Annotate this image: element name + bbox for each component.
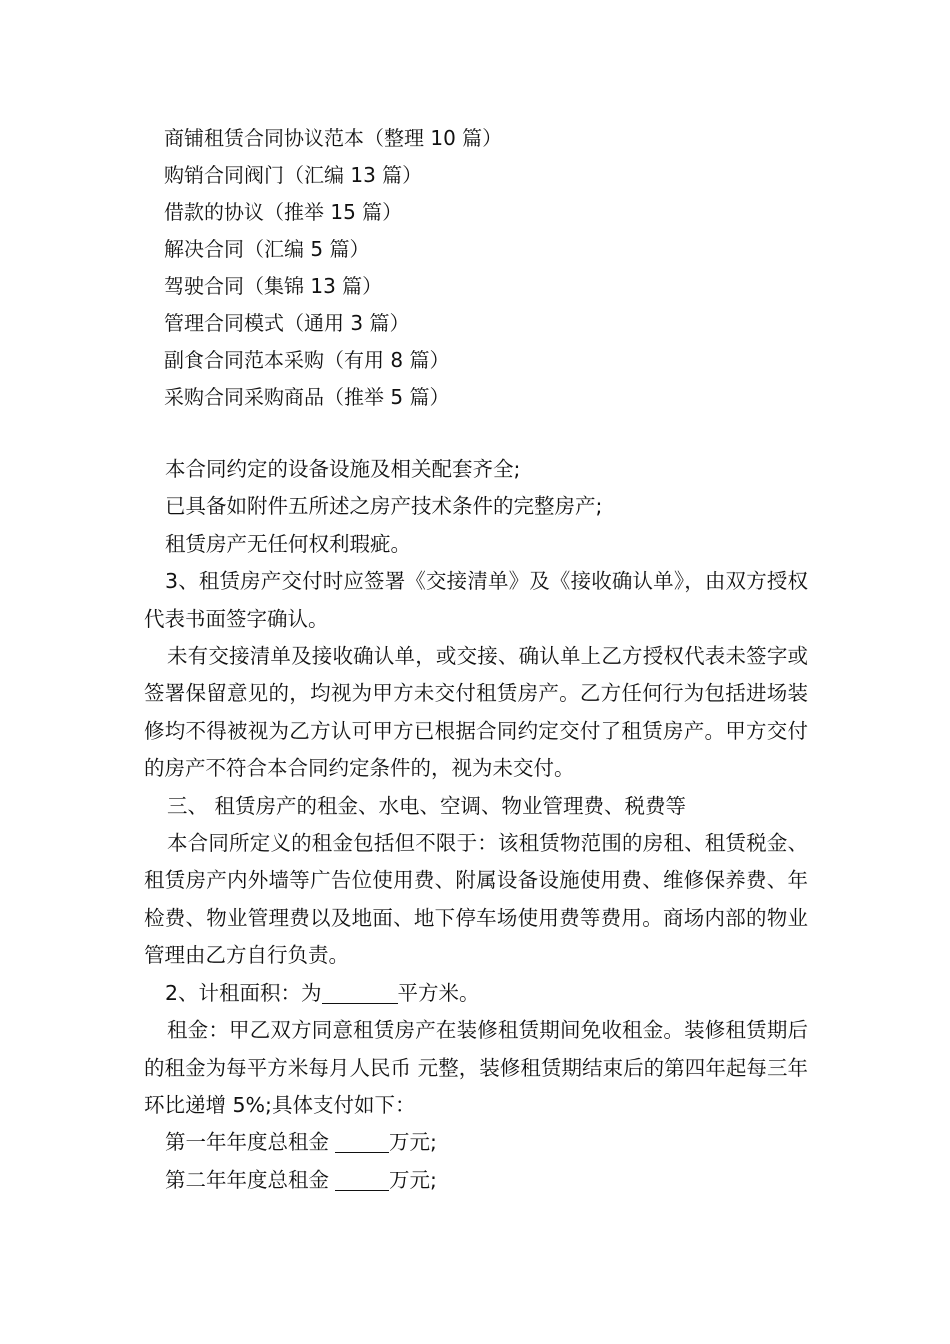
fill-in-blank bbox=[322, 981, 398, 1004]
paragraph-text: 第二年年度总租金 bbox=[165, 1167, 329, 1192]
paragraph-text: 2、计租面积：为 bbox=[165, 980, 322, 1005]
list-item[interactable]: 借款的协议（推举 15 篇） bbox=[164, 200, 403, 224]
paragraph: 3、租赁房产交付时应签署《交接清单》及《接收确认单》，由双方授权代表书面签字确认。 bbox=[144, 569, 808, 631]
list-item[interactable]: 驾驶合同（集锦 13 篇） bbox=[164, 274, 383, 298]
paragraph: 未有交接清单及接收确认单，或交接、确认单上乙方授权代表未签字或签署保留意见的，均视为甲方未交付租赁房产。乙方任何行为包括进场装修均不得被视为乙方认可甲方已根据合同约定交付了租赁房产。甲方交付的房产不符合本合同约定条件的，视为未交付。 bbox=[144, 644, 808, 781]
list-item[interactable]: 解决合同（汇编 5 篇） bbox=[164, 237, 370, 261]
paragraph: 租赁房产无任何权利瑕疵。 bbox=[165, 531, 411, 556]
list-item[interactable]: 采购合同采购商品（推举 5 篇） bbox=[164, 385, 450, 409]
paragraph: 本合同约定的设备设施及相关配套齐全; bbox=[165, 457, 521, 481]
fill-in-blank bbox=[335, 1168, 389, 1191]
fill-in-blank bbox=[335, 1130, 389, 1153]
section-heading: 三、 租赁房产的租金、水电、空调、物业管理费、税费等 bbox=[167, 793, 687, 818]
paragraph bbox=[144, 975, 808, 1012]
paragraph: 已具备如附件五所述之房产技术条件的完整房产; bbox=[165, 494, 603, 519]
paragraph bbox=[144, 1162, 808, 1199]
paragraph-text: 第一年年度总租金 bbox=[165, 1130, 329, 1155]
list-item[interactable]: 购销合同阀门（汇编 13 篇） bbox=[164, 163, 423, 187]
contract-body bbox=[144, 451, 808, 1199]
list-item[interactable]: 副食合同范本采购（有用 8 篇） bbox=[164, 348, 450, 372]
paragraph-text: 万元; bbox=[389, 1167, 437, 1192]
list-item[interactable]: 管理合同模式（通用 3 篇） bbox=[164, 311, 410, 335]
paragraph bbox=[144, 1124, 808, 1161]
paragraph-text: 平方米。 bbox=[397, 980, 480, 1005]
paragraph: 本合同所定义的租金包括但不限于：该租赁物范围的房租、租赁税金、租赁房产内外墙等广告位使用费、附属设备设施使用费、维修保养费、年检费、物业管理费以及地面、地下停车场使用费等费用。商场内部的物业管理由乙方自行负责。 bbox=[144, 831, 808, 968]
list-item[interactable]: 商铺租赁合同协议范本（整理 10 篇） bbox=[164, 126, 503, 150]
related-documents-list bbox=[164, 120, 804, 416]
paragraph: 租金：甲乙双方同意租赁房产在装修租赁期间免收租金。装修租赁期后的租金为每平方米每月人民币 元整，装修租赁期结束后的第四年起每三年环比递增 5%;具体支付如下： bbox=[144, 1018, 808, 1117]
paragraph-text: 万元; bbox=[389, 1130, 437, 1155]
